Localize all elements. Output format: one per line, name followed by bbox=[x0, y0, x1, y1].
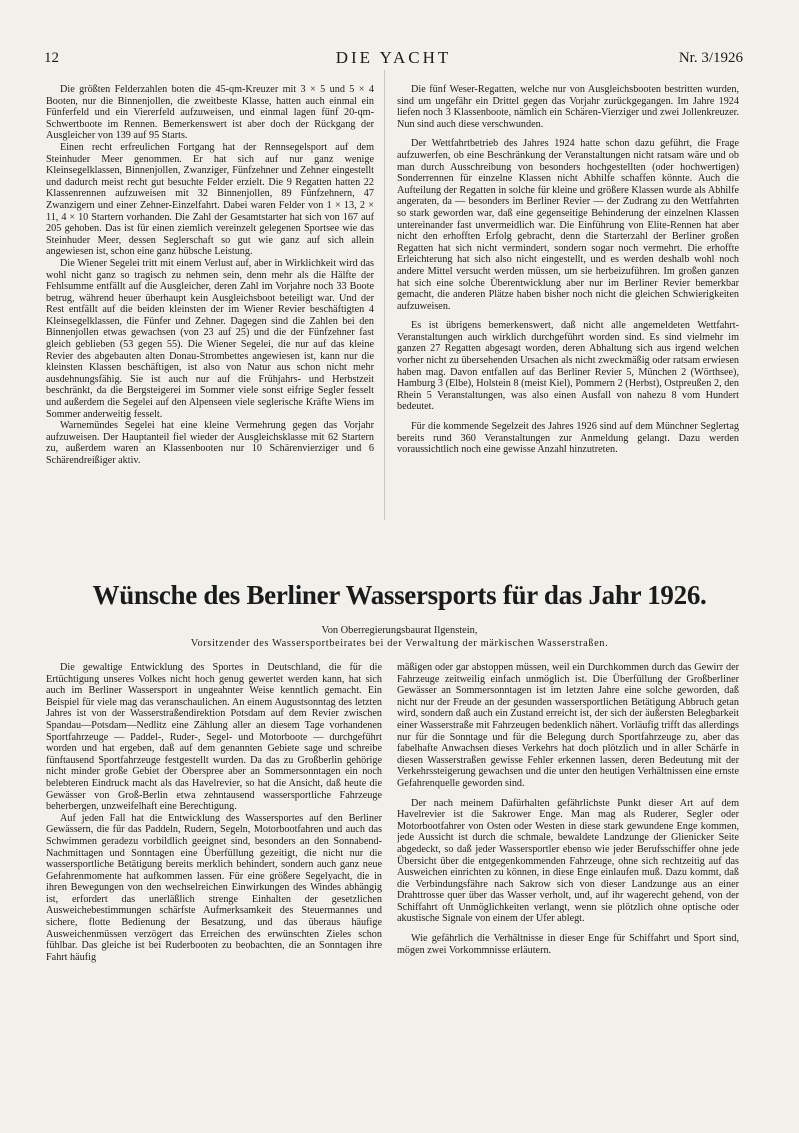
paragraph: Der nach meinem Dafürhalten gefährlichste Punkt dieser Art auf dem Havelrevier ist die Sakrower Enge. Man mag als Ruderer, Segler oder Motorbootfahrer von Osten oder Westen in diese stark gewundene Enge kommen, jede Aussicht ist durch die schmale, bewaldete Landzunge der Glienicker Seite abgedeckt, so daß jeder Wassersportler ebenso wie jeder Berufsschiffer ohne jede Übersicht über die entgegenkommenden Fahrzeuge, ohne sich rechtzeitig auf das Ausweichen einrichten zu können, in diese Enge einlaufen muß. Dazu kommt, daß die Verbindungsfähre nach Sakrow sich von dieser Landzunge aus an einer Drahttrosse quer über das Wasser verholt, und, auf ihr wagerecht gehend, von der Schiffahrt oft Unmöglichkeiten verlangt, wenn sie plötzlich ohne optische oder akustische Signale von einem der Ufer ablegt. bbox=[397, 797, 739, 925]
paragraph: Warnemündes Segelei hat eine kleine Vermehrung gegen das Vorjahr aufzuweisen. Der Hauptanteil fiel wieder der Ausgleichsklasse mit 62 Startern zu, außerdem waren an Klassenbooten nur 10 Schärenvierziger und 6 Schärendreißiger aktiv. bbox=[46, 420, 374, 466]
paragraph: mäßigen oder gar abstoppen müssen, weil ein Durchkommen durch das Gewirr der Fahrzeuge zeitweilig einfach unmöglich ist. Die Überfüllung der Großberliner Gewässer an Sommersonntagen ist im letzten Jahre eine solche geworden, daß nicht nur der Freude an der gesunden wassersportlichen Betätigung Abbruch getan wird, sondern daß auch ein Zustand erreicht ist, der sich der äußersten Belegbarkeit einer Wasserstraße mit Fahrzeugen bedenklich nähert. Vorläufig trifft das allerdings nur für die Sonntage und für die Belegung durch Sportfahrzeuge zu, aber das fabelhafte Anwachsen dieses Verkehrs hat doch plötzlich und in aller Schärfe in diesen Wasserstraßen gewisse Fehler erkennen lassen, deren Bedeutung mit der Verkehrssteigerung gewachsen und die unter den heutigen Verhältnissen eine ernste Gefahrenquelle geworden sind. bbox=[397, 662, 739, 789]
paragraph: Auf jeden Fall hat die Entwicklung des Wassersportes auf den Berliner Gewässern, die für das Paddeln, Rudern, Segeln, Motorbootfahren und auch das Schwimmen geradezu vorbildlich geeignet sind, besonders an den Sonnabend-Nachmittagen und Sonntagen eine Überfüllung gezeitigt, die nicht nur die wassersportliche Betätigung bereits merklich behindert, sondern auch ganz neue Gefahrenmomente hat aufkommen lassen. Für eine größere Segelyacht, die in ihren Bewegungen von den wechselreichen Einwirkungen des Windes abhängig ist, erfordert das unerläßlich strenge Einhalten der gesetzlichen Ausweichebestimmungen schärfste Aufmerksamkeit des Steuermannes und sichere, flotte Bedienung der Besatzung, und das überaus häufige Ausweichenmüssen verzögert das Erreichen des erwünschten Zieles schon fühlbar. Das gleiche ist bei Ruderbooten zu beobachten, die an Sonntagen ihre Fahrt häufig bbox=[46, 812, 382, 963]
paragraph: Die gewaltige Entwicklung des Sportes in Deutschland, die für die Ertüchtigung unseres Volkes nicht hoch genug gewertet werden kann, hat sich auch im Berliner Wassersport in ungeahnter Weise kenntlich gemacht. Ein Beispiel für viele mag das veranschaulichen. An einem Augustsonntag des letzten Jahres ist von der Wasserstraßendirektion Potsdam auf dem Revier zwischen Spandau—Potsdam—Nedlitz eine Zählung aller an diesem Tage vorhandenen Sportfahrzeuge — Paddel-, Ruder-, Segel- und Motorboote — durchgeführt worden und hat ergeben, daß auf dem genannten Gebiete sage und schreibe fünftausend Sportfahrzeuge festgestellt wurden. Da das zu Großberlin gehörige nicht minder große Gebiet der Oberspree aber an Sommersonntagen ein noch belebteren Eindruck macht als das Havelrevier, so hat die Ansicht, daß heute die Gewässer von Groß-Berlin etwa zehntausend wassersportliche Fahrzeuge beherbergen, unzweifelhaft eine Berechtigung. bbox=[46, 662, 382, 813]
page-number: 12 bbox=[44, 50, 59, 66]
column-divider bbox=[384, 70, 385, 520]
bottom-right-column bbox=[397, 662, 739, 1072]
top-right-column bbox=[397, 84, 739, 524]
paragraph: Die Wiener Segelei tritt mit einem Verlust auf, aber in Wirklichkeit wird das wohl nicht ganz so tragisch zu nehmen sein, denn mehr als die Hälfte der Fehlsumme entfällt auf die Ausgleicher, deren Zahl im Vorjahre noch 33 Boote betrug, während heuer überhaupt kein Ausgleichsboot beteiligt war. Und der Rest entfällt auf die beiden kleinsten der im Wiener Revier beschäftigten 4 Kleinsegelklassen, die Fünfer und Zehner. Dagegen sind die Zahlen bei den Binnenjollen etwas gewachsen (von 23 auf 25) und die der Fünfzehner fast gleich geblieben (53 gegen 55). Die Wiener Segelei, die nur auf das kleine Revier des abgebauten alten Donau-Strombettes angewiesen ist, kann nur die kleinsten Klassen beschäftigen, ist also von Natur aus schon nicht mehr ausdehnungsfähig. Sie ist auch nur auf die Frühjahrs- und Herbstzeit beschränkt, da die Bergsteigerei im Sommer viele sonst eifrige Segler fesselt und außerdem die Segelei auf den Alpenseen viele seglerische Kräfte Wiens im Sommer anderweitig fesselt. bbox=[46, 257, 374, 420]
paragraph: Der Wettfahrtbetrieb des Jahres 1924 hatte schon dazu geführt, die Frage aufzuwerfen, ob eine Beschränkung der Veranstaltungen nicht ratsam wäre und ob man durch Ausschreibung von besonders hochgestellten (oder hochwertigen) Sonderrennen für einzelne Klassen nicht Abhilfe schaffen könnte. Auch die Aufteilung der Regatten in solche für kleine und größere Klassen wurde als Abhilfe angeraten, da — besonders im Berliner Revier — der Zudrang zu den Wettfahrten so stark geworden war, daß eine gegenseitige Behinderung der einzelnen Klassen untereinander fast unvermeidlich war. Die Einführung von Elite-Rennen hat aber nicht den erhofften Erfolg gebracht, denn die Starterzahl der Berliner großen Regatten hat sich nicht vermindert, sondern sogar noch vermehrt. Die erhoffte Erleichterung hat sich also nicht eingestellt, und es werden deshalb wohl noch andere Mittel versucht werden müssen, um sie herbeizuführen. Im großen ganzen hat sich eine solche Überentwicklung aber nur im Berliner Revier bemerkbar gemacht, die anderen Plätze haben bisher noch nicht die gleichen Schwierigkeiten aufzuweisen. bbox=[397, 138, 739, 312]
byline-position: Vorsitzender des Wassersportbeirates bei der Verwaltung der märkischen Wasserstraßen. bbox=[190, 638, 609, 649]
paragraph: Die fünf Weser-Regatten, welche nur von Ausgleichsbooten bestritten wurden, sind um ungefähr ein Drittel gegen das Vorjahr zurückgegangen. Im Jahre 1924 liefen noch 3 Klassenboote, nämlich ein Schären-Vierziger und zwei Jollenkreuzer. Nun sind auch diese verschwunden. bbox=[397, 84, 739, 130]
article-byline bbox=[0, 624, 799, 650]
article-title: Wünsche des Berliner Wassersports für das Jahr 1926. bbox=[92, 580, 707, 610]
paragraph: Für die kommende Segelzeit des Jahres 1926 sind auf dem Münchner Seglertag bereits rund 360 Veranstaltungen zur Anmeldung gelangt. Dazu werden voraussichtlich noch eine gewisse Anzahl hinzutreten. bbox=[397, 421, 739, 456]
paragraph: Die größten Felderzahlen boten die 45-qm-Kreuzer mit 3 × 5 und 5 × 4 Booten, nur die Binnenjollen, die zweitbeste Klasse, hatten auch einmal ein Fünferfeld und ein Viererfeld aufzuweisen, und einmal lagen fünf 20-qm-Schwertboote im Rennen. Bemerkenswert ist aber doch der Rückgang der Ausgleicher von 139 auf 95 Starts. bbox=[46, 84, 374, 142]
top-left-column bbox=[46, 84, 374, 524]
running-title: DIE YACHT bbox=[335, 48, 452, 67]
paragraph: Wie gefährlich die Verhältnisse in dieser Enge für Schiffahrt und Sport sind, mögen zwei Vorkommnisse erläutern. bbox=[397, 933, 739, 956]
paragraph: Einen recht erfreulichen Fortgang hat der Rennsegelsport auf dem Steinhuder Meer genommen. Er hat sich auf nur ganz wenige Kleinsegelklassen, Binnenjollen, Zwanziger, Fünfzehner und Zehner eingestellt und dadurch meist recht gut besuchte Felder erzielt. Die 9 Regatten hatten 22 Klassenrennen aufzuweisen mit 32 Binnenjollen, 89 Fünfzehnern, 47 Zwanzigern und einer Zehner-Einzelfahrt. Dabei waren Felder von 1 × 13, 2 × 11, 4 × 10 Startern vorhanden. Die Zahl der Gesamtstarter hat sich von 167 auf 205 gehoben. Das ist für einen ziemlich vereinzelt gelegenen Sportsee wie das Steinhuder Meer, dessen Seglerschaft so gut wie ganz auf sich allein angewiesen ist, schon eine ganz hübsche Leistung. bbox=[46, 141, 374, 258]
byline-author: Von Oberregierungsbaurat Ilgenstein, bbox=[321, 625, 478, 636]
issue-number: Nr. 3/1926 bbox=[678, 50, 743, 66]
page-header bbox=[44, 48, 743, 70]
paragraph: Es ist übrigens bemerkenswert, daß nicht alle angemeldeten Wettfahrt-Veranstaltungen auch wirklich durchgeführt worden sind. Es sind vielmehr im ganzen 27 Regatten abgesagt worden, deren Abhaltung sich aus irgend welchen vorher nicht zu übersehenden Ursachen als nicht zweckmäßig oder ratsam erwiesen haben mag. Davon entfallen auf das Berliner Revier 5, München 2 (Wörthsee), Hamburg 3 (Elbe), Holstein 8 (meist Kiel), Pommern 2 (Herbst), Ostpreußen 2, den Rhein 5 Veranstaltungen, was also einen Ausfall von nahezu 8 vom Hundert bedeutet. bbox=[397, 320, 739, 413]
bottom-left-column bbox=[46, 662, 382, 1072]
